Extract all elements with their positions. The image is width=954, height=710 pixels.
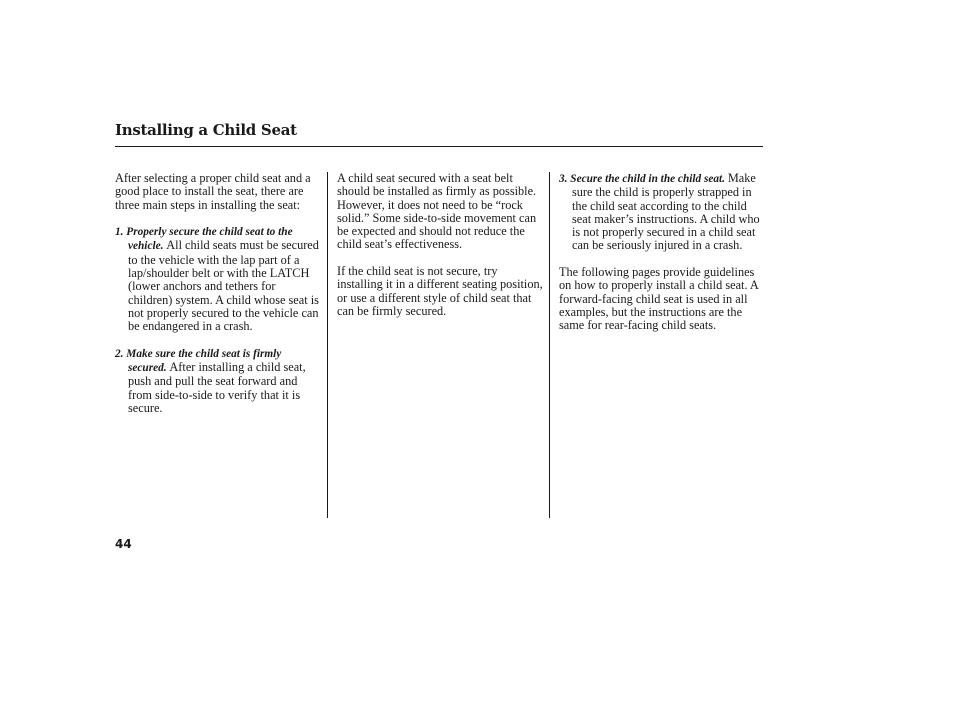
not-secure-paragraph: If the child seat is not secure, try installing it in a different seating position, or use a different style of child seat that can be firmly secured. [337, 264, 543, 318]
step-1-body: All child seats must be secured to the vehicle with the lap part of a lap/shoulder belt or with the LATCH (lower anchors and tethers for children) system. A child whose seat is not properly secured to the vehicle can be endangered in a crash. [128, 238, 319, 334]
column-3 [559, 172, 765, 346]
step-2 [115, 347, 321, 415]
column-divider-right [549, 172, 550, 518]
step-3 [559, 172, 765, 253]
page-number: 44 [115, 537, 132, 551]
intro-paragraph: After selecting a proper child seat and a good place to install the seat, there are three main steps in installing the seat: [115, 171, 311, 212]
step-3-number: 3. [559, 173, 571, 185]
seat-belt-paragraph: A child seat secured with a seat belt should be installed as firmly as possible. However, it does not need to be “rock solid.” Some side-to-side movement can be expected and should not reduce the child seat’s effectiveness. [337, 171, 537, 252]
step-1-number: 1. [115, 226, 127, 239]
step-2-number: 2. [115, 347, 127, 360]
step-1-lead: Properly secure the child seat to the vehicle. [126, 226, 293, 253]
step-2-body: After installing a child seat, push and pull the seat forward and from side-to-side to verify that it is secure. [128, 360, 306, 416]
step-3-lead: Secure the child in the child seat. [570, 173, 728, 185]
page-title: Installing a Child Seat [115, 121, 297, 139]
step-2-lead: Make sure the child seat is firmly secured. [126, 347, 282, 375]
column-divider-left [327, 172, 328, 518]
title-rule [115, 146, 763, 147]
step-3-body: Make sure the child is properly strapped in the child seat according to the child seat maker’s instructions. A child who is not properly secured in a child seat can be seriously injured in a crash. [572, 171, 760, 253]
column-1 [115, 172, 321, 429]
step-1 [115, 225, 321, 333]
guidelines-paragraph: The following pages provide guidelines on how to properly install a child seat. A forward-facing child seat is used in all examples, but the instructions are the same for rear-facing child seats. [559, 265, 759, 333]
column-2 [337, 172, 543, 332]
